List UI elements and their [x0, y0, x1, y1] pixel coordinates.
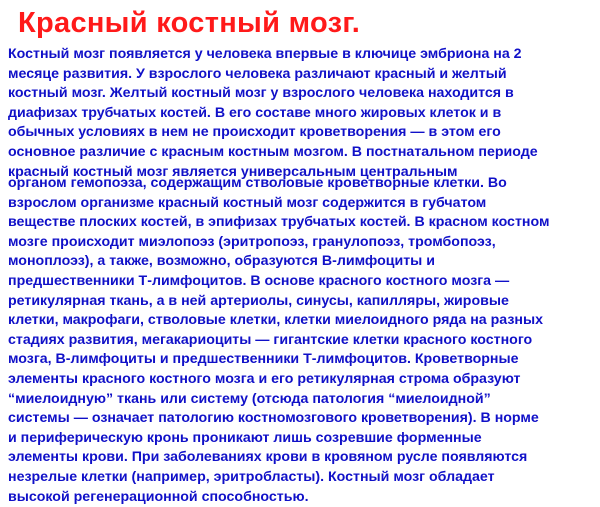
text-line: системы — означает патологию костномозгового кроветворения). В норме: [8, 409, 598, 429]
text-line: Костный мозг появляется у человека впервые в ключице эмбриона на 2: [8, 45, 596, 65]
text-line: основное различие с красным костным мозгом. В постнатальном периоде: [8, 143, 596, 163]
slide-title: Красный костный мозг.: [18, 4, 360, 42]
text-line: ретикулярная ткань, а в ней артериолы, синусы, капилляры, жировые: [8, 292, 598, 312]
text-line: взрослом организме красный костный мозг содержится в губчатом: [8, 194, 598, 214]
text-line: обычных условиях в нем не происходит кроветворения — в этом его: [8, 123, 596, 143]
text-line: костный мозг. Желтый костный мозг у взрослого человека находится в: [8, 84, 596, 104]
text-line: незрелые клетки (например, эритробласты). Костный мозг обладает: [8, 468, 598, 488]
text-line: высокой регенерационной способностью.: [8, 488, 598, 507]
text-line: предшественники Т-лимфоцитов. В основе красного костного мозга —: [8, 272, 598, 292]
text-line: красный костный мозг является универсальным центральным: [8, 163, 596, 183]
text-line: диафизах трубчатых костей. В его составе много жировых клеток и в: [8, 104, 596, 124]
text-line: моноплоэз), а также, возможно, образуются В-лимфоциты и: [8, 252, 598, 272]
text-line: и периферическую кронь проникают лишь созревшие форменные: [8, 429, 598, 449]
text-line: клетки, макрофаги, стволовые клетки, клетки миелоидного ряда на разных: [8, 311, 598, 331]
text-line: элементы крови. При заболеваниях крови в кровяном русле появляются: [8, 448, 598, 468]
paragraph-intro: [8, 45, 596, 182]
text-line: органом гемопоэза, содержащим стволовые кроветворные клетки. Во: [8, 174, 598, 194]
text-line: мозге происходит миэлопоэз (эритропоэз, гранулопоэз, тромбопоэз,: [8, 233, 598, 253]
paragraph-main: [8, 174, 598, 507]
text-line: элементы красного костного мозга и его ретикулярная строма образуют: [8, 370, 598, 390]
text-line: месяце развития. У взрослого человека различают красный и желтый: [8, 65, 596, 85]
text-line: стадиях развития, мегакариоциты — гигантские клетки красного костного: [8, 331, 598, 351]
text-line: “миелоидную” ткань или систему (отсюда патология “миелоидной”: [8, 390, 598, 410]
text-line: веществе плоских костей, в эпифизах трубчатых костей. В красном костном: [8, 213, 598, 233]
text-line: мозга, В-лимфоциты и предшественники Т-лимфоцитов. Кроветворные: [8, 350, 598, 370]
